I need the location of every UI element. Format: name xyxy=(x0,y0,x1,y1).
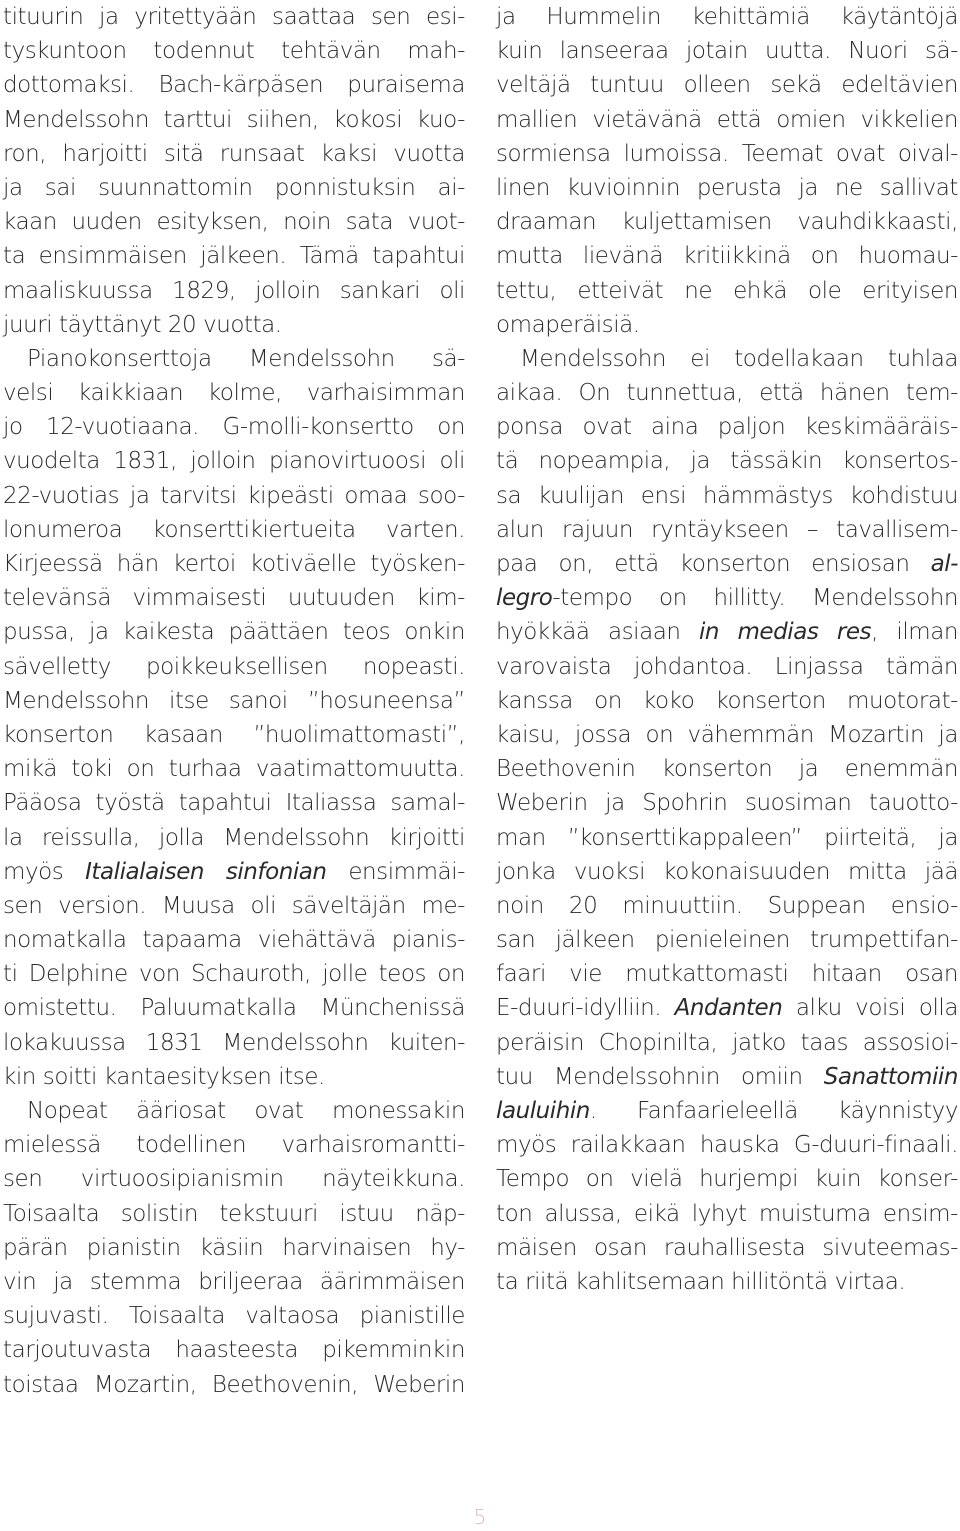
text-line xyxy=(496,957,958,991)
text-segment: Mendelssohn tarttui siihen, kokosi kuo- xyxy=(3,106,465,133)
text-line xyxy=(496,1128,958,1162)
text-segment: tä nopeampia, ja tässäkin konsertos- xyxy=(496,448,958,475)
text-segment: velsi kaikkiaan kolme, varhaisimman xyxy=(3,380,465,407)
text-segment: Tempo on vielä hurjempi kuin konser- xyxy=(496,1166,958,1193)
text-segment: ti Delphine von Schauroth, jolle teos on xyxy=(3,961,465,988)
text-line xyxy=(496,1026,958,1060)
text-segment: myös railakkaan hauska G-duuri-finaali. xyxy=(496,1132,958,1159)
text-segment: vin ja stemma briljeeraa äärimmäisen xyxy=(3,1268,465,1295)
text-segment: mikä toki on turhaa vaatimattomuutta. xyxy=(3,756,465,783)
text-line xyxy=(496,1094,958,1128)
text-line xyxy=(3,1026,465,1060)
text-line xyxy=(496,444,958,478)
text-segment: tarjoutuvasta haasteesta pikemminkin xyxy=(3,1337,465,1364)
text-line xyxy=(496,205,958,239)
text-line xyxy=(496,479,958,513)
italic-text: legro xyxy=(496,585,553,612)
text-line xyxy=(496,889,958,923)
italic-text: Andanten xyxy=(674,995,783,1022)
text-segment: mielessä todellinen varhaisromantti- xyxy=(3,1132,465,1159)
text-line xyxy=(3,1128,465,1162)
text-line xyxy=(3,855,465,889)
text-segment: pussa, ja kaikesta päättäen teos onkin xyxy=(3,619,465,646)
text-segment: linen kuvioinnin perusta ja ne sallivat xyxy=(496,174,958,201)
text-line xyxy=(496,103,958,137)
text-line xyxy=(3,1368,465,1402)
text-line xyxy=(496,376,958,410)
text-segment: dottomaksi. Bach-kärpäsen puraisema xyxy=(3,72,465,99)
text-segment: ta riitä kahlitsemaan hillitöntä virtaa. xyxy=(496,1268,906,1295)
text-segment: tyskuntoon todennut tehtävän mah- xyxy=(3,38,465,65)
text-segment: mallien vietävänä että omien vikkelien xyxy=(496,106,958,133)
text-segment: -tempo on hillitty. Mendelssohn xyxy=(552,585,958,612)
text-segment: man ”konserttikappaleen” piirteitä, ja xyxy=(496,824,958,851)
text-segment: televänsä vimmaisesti uutuuden kim- xyxy=(3,585,465,612)
text-line xyxy=(496,650,958,684)
text-line xyxy=(496,821,958,855)
page-number: 5 xyxy=(473,1505,487,1529)
text-line xyxy=(3,444,465,478)
text-segment: Beethovenin konserton ja enemmän xyxy=(496,756,958,783)
text-segment: kaan uuden esityksen, noin sata vuot- xyxy=(3,209,465,236)
text-line xyxy=(3,991,465,1025)
text-segment: ja sai suunnattomin ponnistuksin ai- xyxy=(3,174,465,201)
text-line xyxy=(496,34,958,68)
text-line xyxy=(3,752,465,786)
text-segment: ensimmäi- xyxy=(326,858,465,885)
text-segment: tettu, etteivät ne ehkä ole erityisen xyxy=(496,277,958,304)
italic-text: Sanattomiin xyxy=(823,1063,958,1090)
text-line xyxy=(496,410,958,444)
italic-text: in medias res xyxy=(698,619,872,646)
text-segment: vuodelta 1831, jolloin pianovirtuoosi oli xyxy=(3,448,465,475)
text-line xyxy=(3,650,465,684)
text-segment: noin 20 minuuttiin. Suppean ensio- xyxy=(496,892,958,919)
text-segment: san jälkeen pienieleinen trumpettifan- xyxy=(496,927,958,954)
text-segment: la reissulla, jolla Mendelssohn kirjoitti xyxy=(3,824,465,851)
text-line xyxy=(3,0,465,34)
text-segment: sormiensa lumoissa. Teemat ovat oival- xyxy=(496,140,958,167)
text-segment: faari vie mutkattomasti hitaan osan xyxy=(496,961,958,988)
text-segment: jonka vuoksi kokonaisuuden mitta jää xyxy=(496,858,958,885)
text-segment: sa kuulijan ensi hämmästys kohdistuu xyxy=(496,482,958,509)
text-line xyxy=(3,205,465,239)
text-line xyxy=(3,1197,465,1231)
text-line xyxy=(496,308,958,342)
text-segment: peräisin Chopinilta, jatko taas assosioi- xyxy=(496,1029,958,1056)
italic-text: Italialaisen sinfonian xyxy=(85,858,327,885)
text-line xyxy=(496,513,958,547)
text-segment: draaman kuljettamisen vauhdikkaasti, xyxy=(496,209,958,236)
text-segment: toistaa Mozartin, Beethovenin, Weberin xyxy=(3,1371,465,1398)
text-line xyxy=(3,308,465,342)
text-segment: alun rajuun ryntäykseen – tavallisem- xyxy=(496,516,958,543)
text-segment: mutta lievänä kritiikkinä on huomau- xyxy=(496,243,958,270)
text-line xyxy=(3,1265,465,1299)
text-line xyxy=(496,1060,958,1094)
text-line xyxy=(3,1162,465,1196)
italic-text: lauluihin xyxy=(496,1098,590,1124)
left-text-column xyxy=(3,0,465,1402)
text-segment: , ilman xyxy=(871,619,958,646)
text-segment: Pääosa työstä tapahtui Italiassa samal- xyxy=(3,790,465,817)
text-segment: alku voisi olla xyxy=(782,995,958,1022)
text-line xyxy=(496,752,958,786)
text-line xyxy=(3,1231,465,1265)
text-line xyxy=(3,889,465,923)
text-segment: ton alussa, eikä lyhyt muistuma ensim- xyxy=(496,1200,958,1227)
text-line xyxy=(496,68,958,102)
text-segment: sävelletty poikkeuksellisen nopeasti. xyxy=(3,653,465,680)
text-segment: ja Hummelin kehittämiä käytäntöjä xyxy=(496,4,958,30)
text-segment: kin soitti kantaesityksen itse. xyxy=(3,1063,325,1090)
text-line xyxy=(496,991,958,1025)
text-line xyxy=(496,923,958,957)
text-segment: nomatkalla tapaama viehättävä pianis- xyxy=(3,927,465,954)
text-line xyxy=(3,103,465,137)
right-text-column xyxy=(496,0,958,1299)
text-line xyxy=(3,137,465,171)
text-segment: tituurin ja yritettyään saattaa sen esi- xyxy=(3,4,465,30)
text-line xyxy=(3,821,465,855)
text-line xyxy=(496,0,958,34)
text-line xyxy=(3,1299,465,1333)
text-line xyxy=(496,786,958,820)
text-segment: Kirjeessä hän kertoi kotiväelle työsken- xyxy=(3,551,465,577)
text-line xyxy=(496,1231,958,1265)
text-segment: juuri täyttänyt 20 vuotta. xyxy=(3,311,282,338)
text-segment: mäisen osan rauhallisesta sivuteemas- xyxy=(496,1234,958,1261)
text-line xyxy=(496,615,958,649)
text-line xyxy=(3,479,465,513)
text-line xyxy=(3,684,465,718)
text-line xyxy=(3,239,465,273)
text-segment: myös xyxy=(3,858,86,885)
text-segment: veltäjä tuntuu olleen sekä edeltävien xyxy=(496,72,958,99)
text-line xyxy=(496,855,958,889)
text-segment: Pianokonserttoja Mendelssohn sä- xyxy=(27,345,465,372)
text-line xyxy=(3,1060,465,1094)
text-line xyxy=(3,547,465,581)
text-segment: ponsa ovat aina paljon keskimääräis- xyxy=(496,414,958,441)
text-segment: lonumeroa konserttikiertueita varten. xyxy=(3,516,465,543)
text-line xyxy=(3,718,465,752)
text-line xyxy=(496,1265,958,1299)
text-line xyxy=(496,342,958,376)
text-line xyxy=(496,137,958,171)
text-segment: kanssa on koko konserton muotorat- xyxy=(496,687,958,714)
text-line xyxy=(3,1094,465,1128)
text-line xyxy=(3,171,465,205)
text-segment: tuu Mendelssohnin omiin xyxy=(496,1063,824,1090)
text-segment: omaperäisiä. xyxy=(496,311,640,338)
text-line xyxy=(3,957,465,991)
text-segment: E-duuri-idylliin. xyxy=(496,995,675,1022)
text-segment: Mendelssohn itse sanoi ”hosuneensa” xyxy=(3,687,465,714)
text-line xyxy=(3,34,465,68)
text-segment: ron, harjoitti sitä runsaat kaksi vuotta xyxy=(3,140,465,167)
text-line xyxy=(496,684,958,718)
text-segment: ta ensimmäisen jälkeen. Tämä tapahtui xyxy=(3,243,465,270)
text-line xyxy=(3,923,465,957)
text-segment: Toisaalta solistin tekstuuri istuu näp- xyxy=(3,1200,465,1227)
text-line xyxy=(3,786,465,820)
text-line xyxy=(3,581,465,615)
text-line xyxy=(496,581,958,615)
text-segment: Weberin ja Spohrin suosiman tauotto- xyxy=(496,790,958,817)
text-line xyxy=(3,68,465,102)
text-segment: maaliskuussa 1829, jolloin sankari oli xyxy=(3,277,465,304)
text-line xyxy=(496,1162,958,1196)
text-line xyxy=(3,615,465,649)
text-segment: hyökkää asiaan xyxy=(496,619,699,646)
text-segment: . Fanfaarieleellä käynnistyy xyxy=(589,1098,958,1124)
text-line xyxy=(3,513,465,547)
text-segment: kuin lanseeraa jotain uutta. Nuori sä- xyxy=(496,38,958,65)
text-segment: 22-vuotias ja tarvitsi kipeästi omaa soo- xyxy=(3,482,465,509)
text-segment: sen virtuoosipianismin näyteikkuna. xyxy=(3,1166,465,1193)
text-segment: paa on, että konserton ensiosan xyxy=(496,551,931,577)
text-line xyxy=(496,274,958,308)
text-segment: Nopeat ääriosat ovat monessakin xyxy=(27,1098,465,1124)
text-line xyxy=(3,410,465,444)
text-line xyxy=(496,171,958,205)
text-segment: konserton kasaan ”huolimattomasti”, xyxy=(3,721,465,748)
text-segment: sujuvasti. Toisaalta valtaosa pianistille xyxy=(3,1303,465,1330)
text-segment: omistettu. Paluumatkalla Münchenissä xyxy=(3,995,465,1022)
text-line xyxy=(496,718,958,752)
text-line xyxy=(3,376,465,410)
text-segment: varovaista johdantoa. Linjassa tämän xyxy=(496,653,958,680)
text-line xyxy=(496,547,958,581)
text-line xyxy=(3,1333,465,1367)
text-segment: kaisu, jossa on vähemmän Mozartin ja xyxy=(496,721,958,748)
text-segment: lokakuussa 1831 Mendelssohn kuiten- xyxy=(3,1029,465,1056)
italic-text: al- xyxy=(930,551,958,577)
text-segment: Mendelssohn ei todellakaan tuhlaa xyxy=(520,345,958,372)
text-line xyxy=(496,239,958,273)
text-line xyxy=(3,342,465,376)
text-segment: aikaa. On tunnettua, että hänen tem- xyxy=(496,380,958,407)
text-line xyxy=(3,274,465,308)
text-line xyxy=(496,1197,958,1231)
text-segment: sen version. Muusa oli säveltäjän me- xyxy=(3,892,465,919)
text-segment: jo 12-vuotiaana. G-molli-konsertto on xyxy=(3,414,465,441)
text-segment: pärän pianistin käsiin harvinaisen hy- xyxy=(3,1234,465,1261)
